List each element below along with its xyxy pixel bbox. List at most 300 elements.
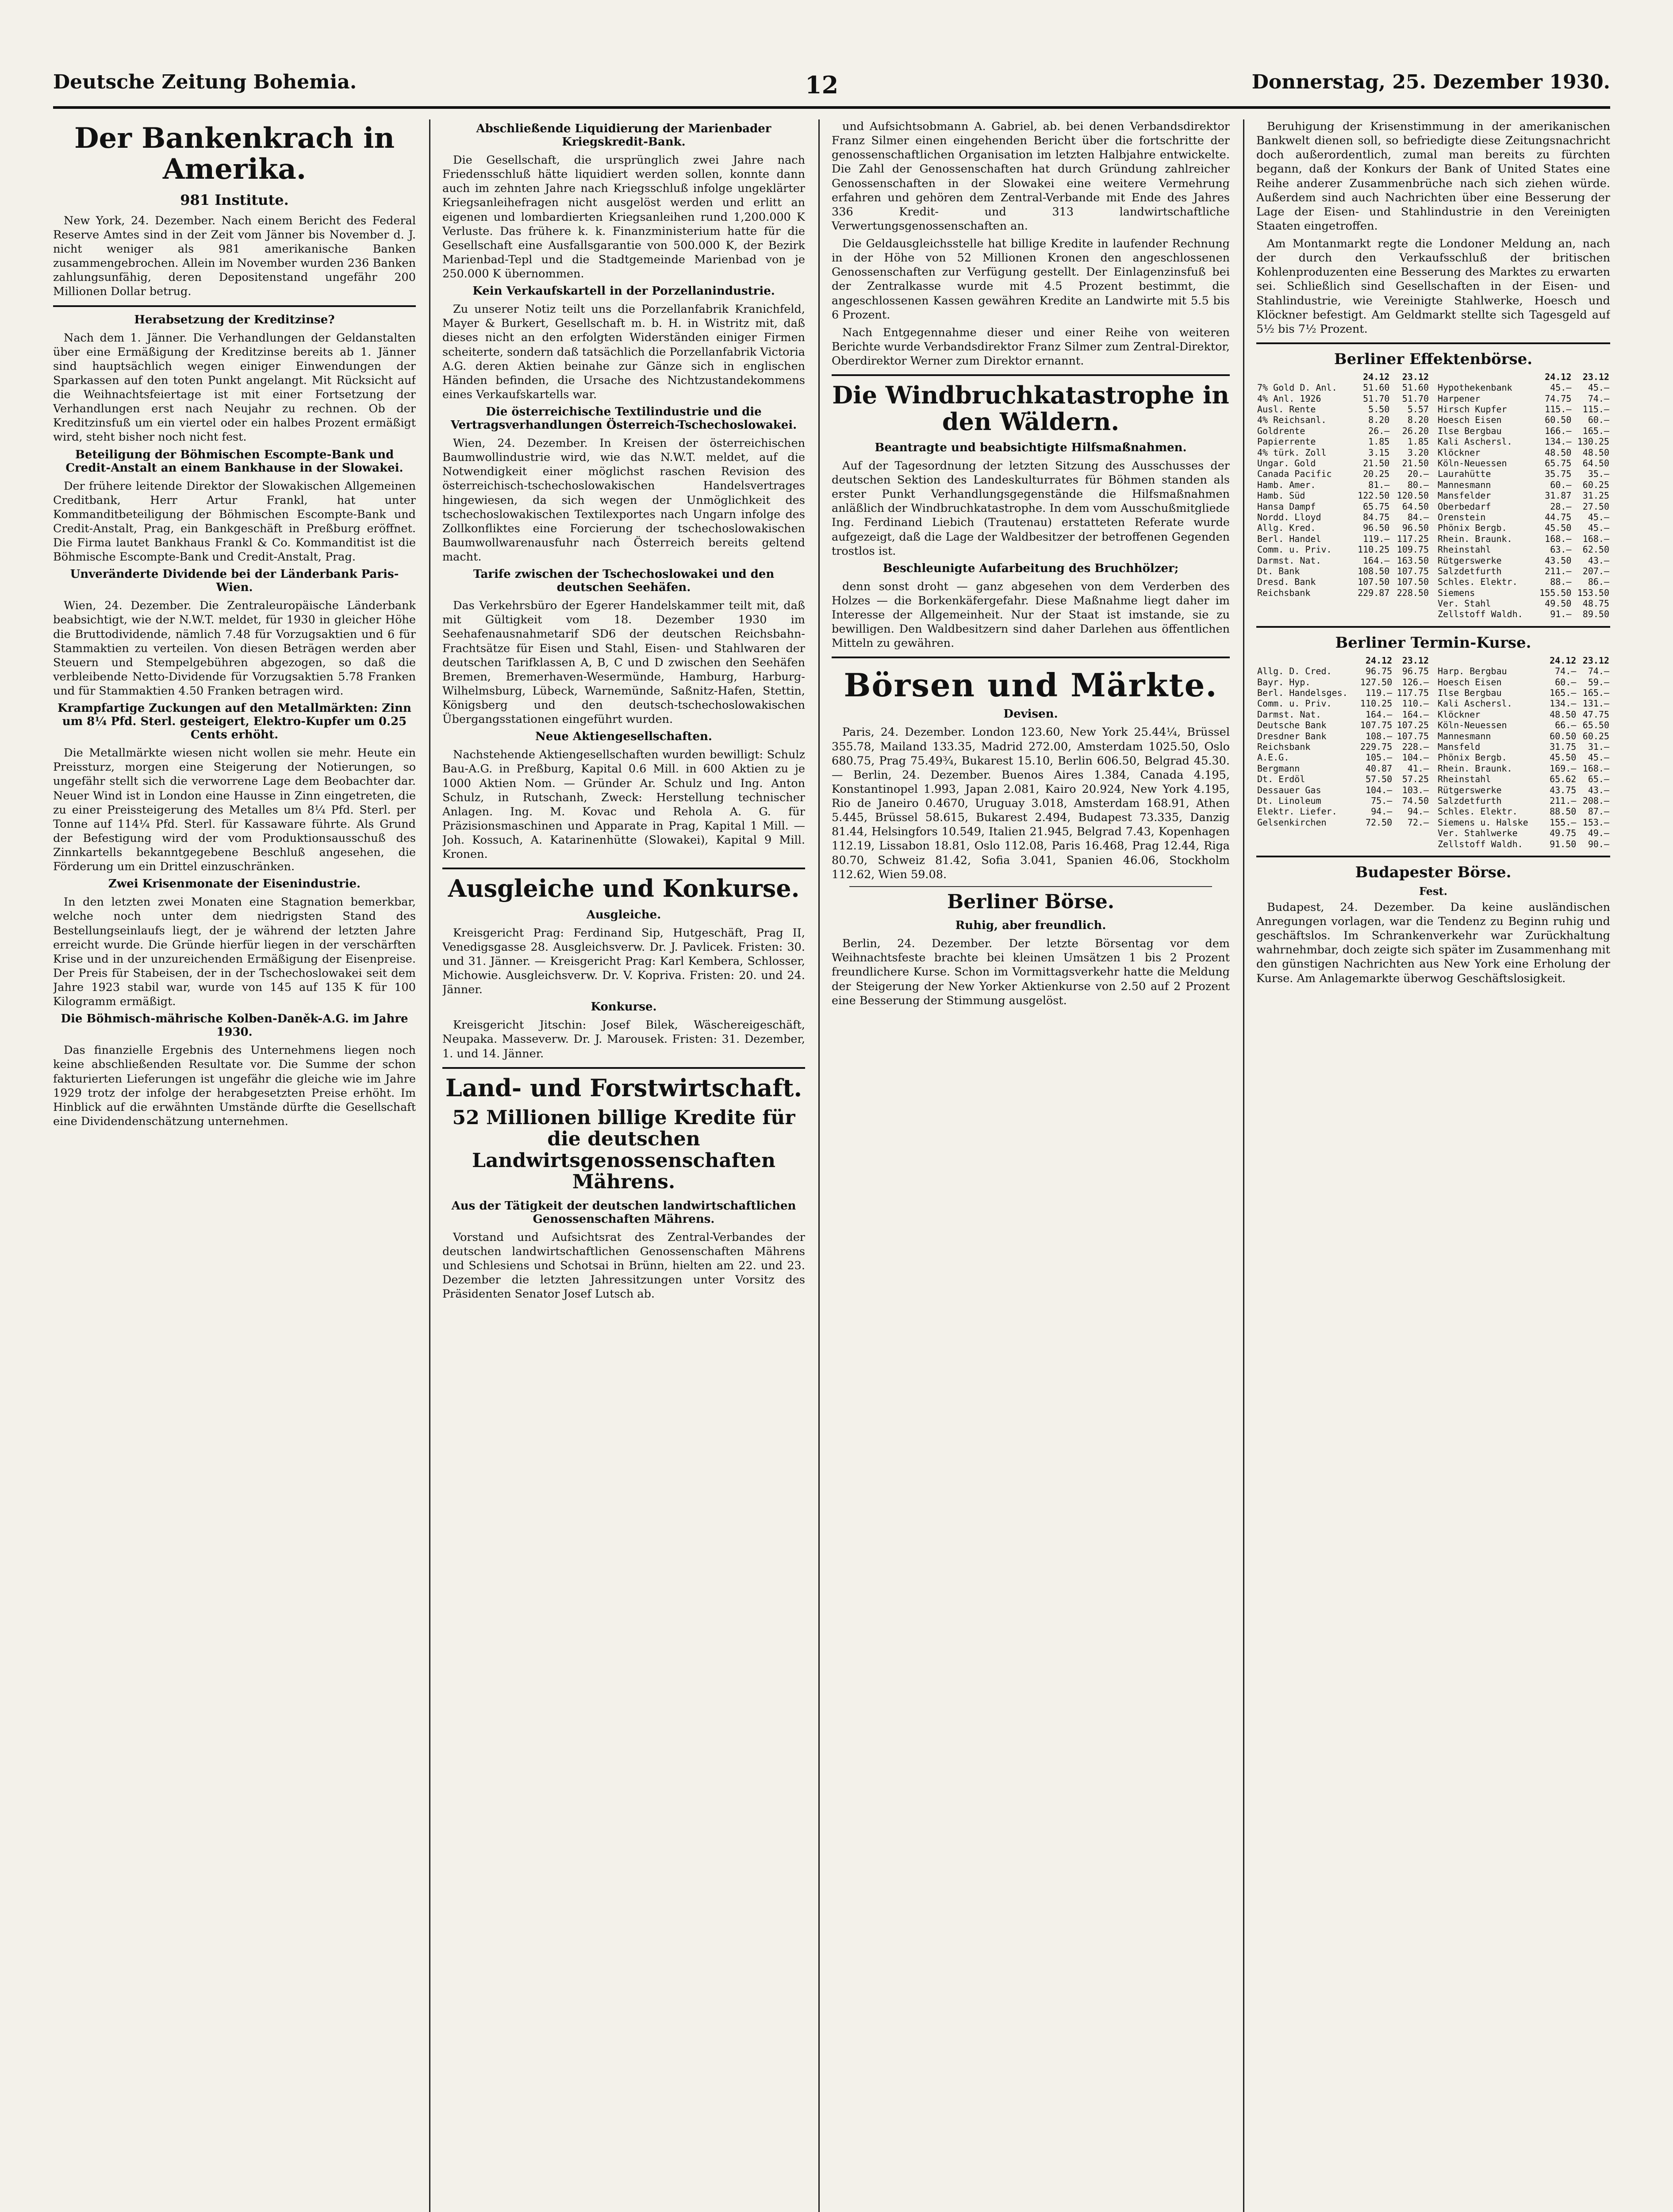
newspaper-page bbox=[53, 66, 1610, 2212]
table-row bbox=[1437, 576, 1610, 587]
subsection-title: Devisen. bbox=[1003, 707, 1058, 721]
article-paragraph: Auf der Tagesordnung der letzten Sitzung des Ausschusses der deutschen Sektion des Landeskulturrates für Böhmen standen als erster Punkt Verhandlungsgegenstände die Hilfsmaßnahmen anläßlich der Windbruchkatastrophe. In dem vom Ausschußmitgliede Ing. Ferdinand Liebich (Trautenau) erstatteten Referate wurde aufgezeigt, daß die Lage der Waldbesitzer der betroffenen Gegenden trostlos ist. bbox=[832, 459, 1230, 558]
quote-value: 43.— bbox=[1588, 784, 1609, 795]
quote-value: 117.25 bbox=[1397, 533, 1429, 544]
table-header-row bbox=[1437, 655, 1610, 666]
table-row bbox=[1256, 522, 1430, 533]
quote-value: 27.50 bbox=[1582, 501, 1609, 512]
quote-value: 35.— bbox=[1588, 469, 1609, 480]
article-paragraph: Wien, 24. Dezember. Die Zentraleuropäische Länderbank beabsichtigt, wie der N.W.T. meldet, für 1930 in gleicher Höhe die Bruttodividende, nämlich 7.48 für Vorzugsaktien und 6 für Stammaktien zu verteilen. Von diesen Beträgen werden aber Steuern und Stempelgebühren abgezogen, so daß die verbleibende Netto-Dividende für Vorzugsaktien 5.78 Franken und für Stammaktien 4.50 Franken betragen wird. bbox=[53, 599, 416, 698]
quote-value: 94.— bbox=[1407, 806, 1429, 817]
security-name: Laurahütte bbox=[1438, 469, 1491, 480]
quote-value: 126.— bbox=[1402, 676, 1429, 687]
security-name: Rheinstahl bbox=[1438, 774, 1491, 785]
table-row bbox=[1437, 817, 1610, 828]
quote-value: 84.— bbox=[1407, 511, 1429, 522]
quote-value: 3.20 bbox=[1407, 447, 1429, 458]
security-name: Comm. u. Priv. bbox=[1257, 698, 1332, 709]
quote-value: 45.— bbox=[1588, 752, 1609, 763]
quote-value: 45.— bbox=[1588, 382, 1609, 393]
article-paragraph: Zu unserer Notiz teilt uns die Porzellanfabrik Kranichfeld, Mayer & Burkert, Gesellschaft m. b. H. in Wistritz mit, daß dieses nicht an den erfolgten Widerständen einiger Firmen scheiterte, sondern daß tatsächlich die Porzellanfabrik Victoria A.G. deren Aktien beinahe zur Gänze sich in englischen Händen befinden, die Ursache des Nichtzustandekommens eines Verkaufskartells war. bbox=[442, 303, 805, 401]
quote-value: 107.75 bbox=[1360, 720, 1393, 731]
quote-value: 109.75 bbox=[1397, 544, 1429, 555]
section-title: Abschließende Liquidierung der Marienbader Kriegskredit-Bank. bbox=[476, 122, 771, 149]
quote-value: 51.60 bbox=[1363, 382, 1390, 393]
section-divider bbox=[1256, 626, 1610, 628]
quote-value: 45.50 bbox=[1545, 522, 1572, 534]
table-header-row bbox=[1437, 372, 1610, 382]
table-row bbox=[1256, 763, 1430, 774]
quote-value: 110.25 bbox=[1360, 698, 1393, 709]
quote-value: 66.— bbox=[1555, 720, 1577, 731]
quote-value: 60.50 bbox=[1545, 415, 1572, 426]
security-name: Kali Aschersl. bbox=[1438, 436, 1512, 447]
security-name: Rütgerswerke bbox=[1438, 784, 1502, 795]
quote-value: 63.— bbox=[1550, 544, 1572, 555]
article-paragraph: Wien, 24. Dezember. In Kreisen der österreichischen Baumwollindustrie wird, wie das N.W.T. meldet, auf die Notwendigkeit einer möglichst raschen Revision des österreichisch-tschechoslowakischen Handelsvertrages hingewiesen, da sich wegen der Unmöglichkeit des tschechoslowakischen Textilexportes nach Ungarn infolge des Zollkonfliktes eine Forcierung der tschechoslowakischen Baumwollwarenausfuhr nach Österreich bereits geltend macht. bbox=[442, 437, 805, 564]
quote-value: 40.87 bbox=[1366, 763, 1393, 774]
quote-value: 60.25 bbox=[1582, 730, 1609, 741]
quote-tables bbox=[1256, 372, 1610, 620]
quote-value: 134.— bbox=[1545, 436, 1572, 447]
header-cell bbox=[1437, 372, 1535, 382]
table-row bbox=[1256, 393, 1430, 404]
security-name: Hamb. Süd bbox=[1257, 490, 1305, 501]
section-divider bbox=[1256, 856, 1610, 857]
security-name: Salzdetfurth bbox=[1438, 565, 1502, 576]
quote-value: 48.50 bbox=[1582, 447, 1609, 458]
table-row bbox=[1256, 512, 1430, 522]
quote-value: 104.— bbox=[1402, 752, 1429, 763]
quote-value: 57.50 bbox=[1366, 774, 1393, 785]
header-cell: 24.12 bbox=[1550, 655, 1577, 666]
header-cell: 24.12 bbox=[1366, 655, 1393, 666]
table-row bbox=[1437, 731, 1610, 741]
article-paragraph: Das Verkehrsbüro der Egerer Handelskammer teilt mit, daß mit Gültigkeit vom 18. Dezember 1930 im Seehafenausnahmetarif SD6 der deutschen Reichsbahn-Frachtsätze für Eisen und Stahl, Eisen- und Stahlwaren der deutschen Tarifklassen A, B, C und D zwischen den Seehäfen Bremen, Bremerhaven-Wesermünde, Hamburg, Harburg-Wilhelmsburg, Lübeck, Warnemünde, Saßnitz-Hafen, Stettin, Königsberg und den deutsch-tschechoslowakischen Übergangsstationen eingeführt wurden. bbox=[442, 599, 805, 726]
quote-value: 1.85 bbox=[1368, 436, 1390, 447]
quote-value: 60.25 bbox=[1582, 479, 1609, 490]
table-row bbox=[1256, 501, 1430, 512]
quote-value: 51.70 bbox=[1363, 393, 1390, 404]
article-paragraph: Das finanzielle Ergebnis des Unternehmens liegen noch keine abschließenden Resultate vor. Die Summe der schon fakturierten Lieferungen ist ungefähr die gleiche wie im Jahre 1929 trotz der infolge der herabgesetzten Preise erhöht. Im Hinblick auf die erwähnten Umstände dürfte die Gesellschaft eine Dividendenschätzung unternehmen. bbox=[53, 1044, 416, 1128]
quote-value: 65.75 bbox=[1363, 501, 1390, 512]
table-row bbox=[1437, 566, 1610, 576]
article-paragraph: Paris, 24. Dezember. London 123.60, New York 25.44¼, Brüssel 355.78, Mailand 133.35, Madrid 272.00, Amsterdam 1025.50, Oslo 680.75, Prag 75.49¾, Bukarest 15.10, Berlin 606.50, Belgrad 45.30. — Berlin, 24. Dezember. Buenos Aires 1.384, Canada 4.195, Konstantinopel 1.993, Japan 2.081, Kairo 20.924, New York 4.195, Rio de Janeiro 0.4670, Uruguay 3.018, Amsterdam 168.91, Athen 5.445, Brüssel 58.615, Bukarest 2.494, Budapest 73.335, Danzig 81.44, Helsingfors 10.549, Italien 21.945, Belgrad 7.43, Kopenhagen 112.19, Lissabon 18.81, Oslo 112.08, Paris 16.468, Prag 12.44, Riga 80.70, Schweiz 81.42, Sofia 3.041, Spanien 46.06, Stockholm 112.62, Wien 59.08. bbox=[832, 726, 1230, 881]
quote-value: 65.— bbox=[1588, 774, 1609, 785]
table-title-effektenboerse: Berliner Effektenbörse. bbox=[1334, 350, 1533, 368]
table-row bbox=[1256, 687, 1430, 698]
quote-value: 74.— bbox=[1588, 393, 1609, 404]
security-name: Rütgerswerke bbox=[1438, 555, 1502, 566]
quote-value: 31.75 bbox=[1550, 741, 1577, 752]
table-row bbox=[1437, 698, 1610, 709]
headline-boersen-maerkte: Börsen und Märkte. bbox=[844, 666, 1218, 704]
quote-value: 74.50 bbox=[1402, 795, 1429, 806]
table-row bbox=[1256, 415, 1430, 425]
security-name: Dessauer Gas bbox=[1257, 784, 1321, 795]
article-paragraph: Nach dem 1. Jänner. Die Verhandlungen der Geldanstalten über eine Ermäßigung der Kreditzinse bereits ab 1. Jänner sind hauptsächlich wegen einiger Einwendungen der Sparkassen auf den toten Punkt angelangt. Mit Rücksicht auf die Weihnachtsfeiertage ist mit einer Fortsetzung der Verhandlungen erst nach Neujahr zu rechnen. Ob der Kreditzinsfuß um ein viertel oder ein halbes Prozent ermäßigt wird, steht bisher noch nicht fest. bbox=[53, 331, 416, 444]
quote-table-left bbox=[1256, 372, 1430, 598]
column-1 bbox=[53, 119, 416, 2212]
quote-value: 51.60 bbox=[1402, 382, 1429, 393]
quote-value: 49.— bbox=[1588, 828, 1609, 839]
security-name: Mansfelder bbox=[1438, 490, 1491, 501]
quote-value: 44.75 bbox=[1545, 511, 1572, 522]
security-name: Mansfeld bbox=[1438, 741, 1481, 752]
headline-bankenkrach: Der Bankenkrach in Amerika. bbox=[74, 122, 395, 186]
table-row bbox=[1437, 426, 1610, 436]
table-row bbox=[1256, 436, 1430, 447]
article-paragraph: Beruhigung der Krisenstimmung in der amerikanischen Bankwelt dienen soll, so befriedigte diese Zeitungsnachricht doch außerordentlich, zumal man bereits zu fürchten begann, daß der Konkurs der Bank of United States eine Reihe anderer Zusammenbrüche nach sich ziehen würde. Außerdem sind auch Nachrichten über eine Besserung der Lage der Eisen- und Stahlindustrie in den Vereinigten Staaten eingetroffen. bbox=[1256, 120, 1610, 233]
column-4 bbox=[1256, 119, 1610, 2212]
security-name: A.E.G. bbox=[1257, 752, 1289, 763]
quote-value: 60.— bbox=[1550, 479, 1572, 490]
quote-value: 107.50 bbox=[1358, 576, 1390, 588]
article-paragraph: Der frühere leitende Direktor der Slowakischen Allgemeinen Creditbank, Herr Artur Frankl, hat unter Kommanditbeteiligung der Böhmischen Escompte-Bank und Credit-Anstalt, Prag, ein Bankgeschäft in Preßburg eröffnet. Die Firma lautet Bankhaus Frankl & Co. Kommanditist ist die Böhmische Escompte-Bank und Credit-Anstalt, Prag. bbox=[53, 479, 416, 564]
article-paragraph: Berlin, 24. Dezember. Der letzte Börsentag vor dem Weihnachtsfeste brachte bei kleinen Umsätzen 1 bis 2 Prozent freundlichere Kurse. Schon im Vormittagsverkehr hatte die Meldung der Steigerung der New Yorker Aktienkurse von 2.50 auf 2 Prozent eine Besserung der Stimmung ausgelöst. bbox=[832, 937, 1230, 1007]
section-title: Tarife zwischen der Tschechoslowakei und den deutschen Seehäfen. bbox=[473, 568, 775, 595]
security-name: Reichsbank bbox=[1257, 587, 1311, 598]
subsection-title: Konkurse. bbox=[591, 1000, 657, 1014]
headline-kredite: 52 Millionen billige Kredite für die deutschen Landwirtsgenossenschaften Mährens. bbox=[452, 1106, 795, 1194]
quote-value: 115.— bbox=[1582, 404, 1609, 415]
security-name: Ver. Stahlwerke bbox=[1438, 828, 1518, 839]
table-row bbox=[1437, 677, 1610, 687]
table-row bbox=[1256, 806, 1430, 817]
quote-value: 48.50 bbox=[1545, 447, 1572, 458]
section-divider bbox=[832, 657, 1230, 658]
table-row bbox=[1437, 522, 1610, 533]
section-title: Die österreichische Textilindustrie und die Vertragsverhandlungen Österreich-Tschechoslowakei. bbox=[450, 405, 797, 432]
security-name: Rheinstahl bbox=[1438, 544, 1491, 555]
security-name: Dt. Linoleum bbox=[1257, 795, 1321, 806]
quote-value: 91.50 bbox=[1550, 838, 1577, 849]
quote-value: 31.25 bbox=[1582, 490, 1609, 501]
quote-table-left bbox=[1256, 655, 1430, 828]
table-row bbox=[1437, 720, 1610, 730]
table-row bbox=[1256, 698, 1430, 709]
column-3 bbox=[832, 119, 1230, 2212]
table-row bbox=[1437, 436, 1610, 447]
quote-value: 80.— bbox=[1407, 479, 1429, 490]
quote-value: 168.— bbox=[1582, 533, 1609, 544]
security-name: Deutsche Bank bbox=[1257, 720, 1327, 731]
quote-value: 5.57 bbox=[1407, 404, 1429, 415]
quote-value: 120.50 bbox=[1397, 490, 1429, 501]
security-name: Ungar. Gold bbox=[1257, 458, 1316, 469]
section-divider bbox=[832, 374, 1230, 376]
quote-value: 107.75 bbox=[1397, 565, 1429, 576]
table-row bbox=[1256, 795, 1430, 806]
header-cell bbox=[1256, 655, 1356, 666]
security-name: Reichsbank bbox=[1257, 741, 1311, 752]
section-title: Krampfartige Zuckungen auf den Metallmärkten: Zinn um 8¼ Pfd. Sterl. gesteigert, Elektro-Kupfer um 0.25 Cents erhöht. bbox=[58, 702, 411, 742]
security-name: Siemens bbox=[1438, 587, 1475, 598]
article-paragraph: Budapest, 24. Dezember. Da keine ausländischen Anregungen vorlagen, war die Tendenz zu Beginn ruhig und geschäftslos. Im Schrankenverkehr war Zurückhaltung wahrnehmbar, doch zeigte sich später im Zusammenhang mit den günstigen Nachrichten aus New York eine Erholung der Kurse. Am Anlagemarkte überwog Geschäftslosigkeit. bbox=[1256, 900, 1610, 985]
table-row bbox=[1437, 458, 1610, 469]
table-row bbox=[1437, 415, 1610, 425]
table-row bbox=[1256, 447, 1430, 458]
security-name: Dresd. Bank bbox=[1257, 576, 1316, 588]
table-row bbox=[1437, 687, 1610, 698]
table-row bbox=[1256, 576, 1430, 587]
quote-value: 74.— bbox=[1555, 666, 1577, 677]
quote-value: 86.— bbox=[1588, 576, 1609, 588]
table-row bbox=[1437, 447, 1610, 458]
quote-value: 20.— bbox=[1407, 469, 1429, 480]
quote-value: 96.50 bbox=[1402, 522, 1429, 534]
quote-value: 45.— bbox=[1550, 382, 1572, 393]
column-rule bbox=[1243, 119, 1244, 2212]
quote-value: 134.— bbox=[1550, 698, 1577, 709]
quote-value: 228.50 bbox=[1397, 587, 1429, 598]
security-name: Darmst. Nat. bbox=[1257, 555, 1321, 566]
security-name: Hamb. Amer. bbox=[1257, 479, 1316, 490]
table-row bbox=[1437, 785, 1610, 795]
quote-value: 117.75 bbox=[1397, 687, 1429, 699]
quote-table-right bbox=[1437, 372, 1610, 620]
table-row bbox=[1256, 480, 1430, 490]
quote-value: 72.— bbox=[1407, 817, 1429, 828]
quote-value: 43.75 bbox=[1550, 784, 1577, 795]
quote-value: 65.50 bbox=[1582, 720, 1609, 731]
table-row bbox=[1437, 382, 1610, 393]
paper-name: Deutsche Zeitung Bohemia. bbox=[53, 71, 357, 93]
security-name: Phönix Bergb. bbox=[1438, 522, 1507, 534]
section-title: Die Böhmisch-mährische Kolben-Daněk-A.G. im Jahre 1930. bbox=[61, 1012, 408, 1039]
quote-value: 49.75 bbox=[1550, 828, 1577, 839]
header-cell: 23.12 bbox=[1402, 371, 1429, 382]
quote-value: 89.50 bbox=[1582, 609, 1609, 620]
table-row bbox=[1256, 741, 1430, 752]
table-row bbox=[1437, 709, 1610, 720]
quote-value: 108.50 bbox=[1358, 565, 1390, 576]
security-name: Hirsch Kupfer bbox=[1438, 404, 1507, 415]
article-paragraph: Nachstehende Aktiengesellschaften wurden bewilligt: Schulz Bau-A.G. in Preßburg, Kapital 0.6 Mill. in 600 Aktien zu je 1000 Aktien Nom. — Gründer Ar. Schulz und Ing. Anton Schulz, in Rutschanh, Zweck: Herstellung technischer Anlagen. Ing. M. Kovac und Rehola A. G. für Präzisionsmaschinen und Apparate in Prag, Kapital 1 Mill. — Joh. Kossuch, A. Katarinenhütte (Slowakei), Kapital 9 Mill. Kronen. bbox=[442, 748, 805, 861]
subsection-title: Beschleunigte Aufarbeitung des Bruchhölzer; bbox=[883, 561, 1179, 575]
headline-land-forst: Land- und Forstwirtschaft. bbox=[445, 1073, 802, 1102]
quote-value: 1.85 bbox=[1407, 436, 1429, 447]
table-row bbox=[1256, 404, 1430, 415]
table-row bbox=[1437, 774, 1610, 784]
subsection-title: Fest. bbox=[1419, 884, 1447, 898]
security-name: Nordd. Lloyd bbox=[1257, 511, 1321, 522]
quote-value: 211.— bbox=[1550, 795, 1577, 806]
quote-value: 155.50 bbox=[1539, 587, 1572, 598]
table-row bbox=[1256, 731, 1430, 741]
section-divider bbox=[442, 1067, 805, 1069]
quote-value: 20.25 bbox=[1363, 469, 1390, 480]
column-2 bbox=[442, 119, 805, 2212]
table-row bbox=[1256, 774, 1430, 784]
quote-value: 103.— bbox=[1402, 784, 1429, 795]
article-paragraph: Die Geldausgleichsstelle hat billige Kredite in laufender Rechnung in der Höhe von 52 Millionen Kronen den angeschlossenen Genossenschaften zur Verfügung gestellt. Der Einlagenzinsfuß bei der Zentralkasse wurde mit 4.5 Prozent bestimmt, die angeschlossenen Kassen gewähren Kredite an Landwirte mit 5.5 bis 6 Prozent. bbox=[832, 237, 1230, 322]
quote-value: 5.50 bbox=[1368, 404, 1390, 415]
table-row bbox=[1256, 720, 1430, 730]
quote-value: 153.50 bbox=[1577, 587, 1609, 598]
subsection-title: Beantragte und beabsichtigte Hilfsmaßnahmen. bbox=[875, 441, 1187, 454]
quote-value: 127.50 bbox=[1360, 676, 1393, 687]
table-row bbox=[1437, 555, 1610, 566]
header-cell: 24.12 bbox=[1545, 371, 1572, 382]
headline-berliner-boerse: Berliner Börse. bbox=[947, 890, 1115, 913]
security-name: Klöckner bbox=[1438, 709, 1481, 720]
table-row bbox=[1437, 752, 1610, 763]
column-rule bbox=[818, 119, 820, 2212]
quote-value: 43.— bbox=[1588, 555, 1609, 566]
security-name: Hoesch Eisen bbox=[1438, 415, 1502, 426]
table-row bbox=[1437, 512, 1610, 522]
security-name: Allg. D. Cred. bbox=[1257, 666, 1332, 677]
security-name: 4% Reichsanl. bbox=[1257, 415, 1327, 426]
quote-value: 91.— bbox=[1550, 609, 1572, 620]
section-divider bbox=[849, 886, 1212, 887]
table-row bbox=[1437, 588, 1610, 598]
quote-value: 26.— bbox=[1368, 425, 1390, 436]
table-header-row bbox=[1256, 372, 1430, 382]
quote-value: 131.— bbox=[1582, 698, 1609, 709]
quote-value: 74.75 bbox=[1545, 393, 1572, 404]
security-name: 4% Anl. 1926 bbox=[1257, 393, 1321, 404]
section-title: Neue Aktiengesellschaften. bbox=[535, 730, 712, 744]
table-row bbox=[1437, 598, 1610, 609]
header-cell bbox=[1437, 655, 1544, 666]
quote-value: 84.75 bbox=[1363, 511, 1390, 522]
quote-value: 107.75 bbox=[1397, 730, 1429, 741]
quote-value: 229.75 bbox=[1360, 741, 1393, 752]
security-name: Dt. Erdöl bbox=[1257, 774, 1305, 785]
quote-value: 74.— bbox=[1588, 666, 1609, 677]
quote-value: 21.50 bbox=[1363, 458, 1390, 469]
quote-table-right bbox=[1437, 655, 1610, 849]
quote-value: 35.75 bbox=[1545, 469, 1572, 480]
quote-value: 64.50 bbox=[1582, 458, 1609, 469]
table-row bbox=[1256, 469, 1430, 479]
table-row bbox=[1256, 382, 1430, 393]
quote-value: 87.— bbox=[1588, 806, 1609, 817]
table-row bbox=[1437, 795, 1610, 806]
security-name: Berl. Handel bbox=[1257, 533, 1321, 544]
quote-value: 153.— bbox=[1582, 817, 1609, 828]
security-name: Köln-Neuessen bbox=[1438, 720, 1507, 731]
table-header-row bbox=[1256, 655, 1430, 666]
article-paragraph: Am Montanmarkt regte die Londoner Meldung an, nach der durch den Verkaufsschluß der britischen Kohlenproduzenten eine Besserung des Marktes zu erwarten sei. Schließlich sind Gesellschaften in der Eisen- und Stahlindustrie, wie Vereinigte Stahlwerke, Hoesch und Klöckner befestigt. Am Geldmarkt stellte sich Tagesgeld auf 5½ bis 7½ Prozent. bbox=[1256, 237, 1610, 336]
section-title: Beteiligung der Böhmischen Escompte-Bank und Credit-Anstalt an einem Bankhause in der Slowakei. bbox=[65, 448, 403, 475]
security-name: 7% Gold D. Anl. bbox=[1257, 382, 1337, 393]
security-name: Bayr. Hyp. bbox=[1257, 676, 1311, 687]
quote-value: 49.50 bbox=[1545, 598, 1572, 609]
security-name: Mannesmann bbox=[1438, 730, 1491, 741]
quote-value: 31.— bbox=[1588, 741, 1609, 752]
security-name: Orenstein bbox=[1438, 511, 1486, 522]
article-paragraph: New York, 24. Dezember. Nach einem Bericht des Federal Reserve Amtes sind in der Zeit vom Jänner bis November d. J. nicht weniger als 981 amerikanische Banken zusammengebrochen. Allein im November wurden 236 Banken zahlungsunfähig, deren Depositenstand ungefähr 200 Millionen Dollar betrug. bbox=[53, 214, 416, 299]
security-name: Hypothekenbank bbox=[1438, 382, 1512, 393]
quote-value: 65.62 bbox=[1550, 774, 1577, 785]
security-name: Rhein. Braunk. bbox=[1438, 763, 1512, 774]
header-cell: 23.12 bbox=[1582, 371, 1609, 382]
table-row bbox=[1256, 566, 1430, 576]
quote-value: 168.— bbox=[1582, 763, 1609, 774]
quote-value: 119.— bbox=[1366, 687, 1393, 699]
quote-value: 115.— bbox=[1545, 404, 1572, 415]
table-row bbox=[1256, 544, 1430, 555]
section-title: Herabsetzung der Kreditzinse? bbox=[134, 313, 335, 326]
article-paragraph: Die Gesellschaft, die ursprünglich zwei Jahre nach Friedensschluß hätte liquidiert werden sollen, konnte dann auch im zehnten Jahre nach Kriegsschluß infolge ungeklärter Kriegsanleihefragen nicht ausgelöst werden und erlitt an eigenen und lombardierten Kriegsanleihen rund 1,200.000 K Verluste. Das frühere k. k. Finanzministerium hatte für die Gesellschaft eine Ausfallsgarantie von 500.000 K, der Bezirk Marienbad-Tepl und die Stadtgemeinde Marienbad von je 250.000 K übernommen. bbox=[442, 154, 805, 280]
quote-value: 88.— bbox=[1550, 576, 1572, 588]
quote-value: 81.— bbox=[1368, 479, 1390, 490]
security-name: Dresdner Bank bbox=[1257, 730, 1327, 741]
security-name: Gelsenkirchen bbox=[1257, 817, 1327, 828]
table-row bbox=[1437, 763, 1610, 774]
security-name: Ilse Bergbau bbox=[1438, 425, 1502, 436]
quote-value: 60.— bbox=[1555, 676, 1577, 687]
quote-value: 96.50 bbox=[1363, 522, 1390, 534]
security-name: Darmst. Nat. bbox=[1257, 709, 1321, 720]
quote-value: 108.— bbox=[1366, 730, 1393, 741]
quote-value: 26.20 bbox=[1402, 425, 1429, 436]
quote-value: 229.87 bbox=[1358, 587, 1390, 598]
headline-windbruch: Die Windbruchkatastrophe in den Wäldern. bbox=[832, 381, 1229, 436]
quote-value: 165.— bbox=[1550, 687, 1577, 699]
quote-value: 88.50 bbox=[1550, 806, 1577, 817]
quote-value: 62.50 bbox=[1582, 544, 1609, 555]
quote-value: 165.— bbox=[1582, 425, 1609, 436]
table-row bbox=[1256, 426, 1430, 436]
table-row bbox=[1437, 609, 1610, 619]
quote-value: 107.50 bbox=[1397, 576, 1429, 588]
section-title: Unveränderte Dividende bei der Länderbank Paris-Wien. bbox=[70, 568, 399, 595]
column-rule bbox=[429, 119, 430, 2212]
security-name: Zellstoff Waldh. bbox=[1438, 838, 1523, 849]
quote-value: 51.70 bbox=[1402, 393, 1429, 404]
quote-value: 110.— bbox=[1402, 698, 1429, 709]
quote-value: 64.50 bbox=[1402, 501, 1429, 512]
section-title: Zwei Krisenmonate der Eisenindustrie. bbox=[108, 877, 361, 891]
quote-value: 104.— bbox=[1366, 784, 1393, 795]
security-name: Köln-Neuessen bbox=[1438, 458, 1507, 469]
quote-value: 164.— bbox=[1363, 555, 1390, 566]
subhead-institute: 981 Institute. bbox=[180, 191, 289, 208]
quote-value: 31.87 bbox=[1545, 490, 1572, 501]
quote-value: 166.— bbox=[1545, 425, 1572, 436]
quote-value: 110.25 bbox=[1358, 544, 1390, 555]
security-name: Salzdetfurth bbox=[1438, 795, 1502, 806]
table-row bbox=[1437, 806, 1610, 817]
article-paragraph: Nach Entgegennahme dieser und einer Reihe von weiteren Berichte wurde Verbandsdirektor Franz Silmer zum Zentral-Direktor, Oberdirektor Werner zum Direktor ernannt. bbox=[832, 326, 1230, 368]
quote-value: 130.25 bbox=[1577, 436, 1609, 447]
quote-value: 164.— bbox=[1402, 709, 1429, 720]
quote-value: 45.50 bbox=[1550, 752, 1577, 763]
table-row bbox=[1437, 544, 1610, 555]
quote-value: 8.20 bbox=[1407, 415, 1429, 426]
quote-value: 122.50 bbox=[1358, 490, 1390, 501]
subsection-title: Ausgleiche. bbox=[586, 908, 661, 922]
quote-value: 8.20 bbox=[1368, 415, 1390, 426]
table-row bbox=[1437, 828, 1610, 838]
security-name: Phönix Bergb. bbox=[1438, 752, 1507, 763]
quote-value: 60.— bbox=[1588, 415, 1609, 426]
quote-value: 94.— bbox=[1371, 806, 1393, 817]
header-cell: 24.12 bbox=[1363, 371, 1390, 382]
quote-value: 48.50 bbox=[1550, 709, 1577, 720]
quote-value: 208.— bbox=[1582, 795, 1609, 806]
table-title-budapest: Budapester Börse. bbox=[1355, 863, 1512, 881]
quote-value: 57.25 bbox=[1402, 774, 1429, 785]
quote-value: 75.— bbox=[1371, 795, 1393, 806]
subsection-title: Aus der Tätigkeit der deutschen landwirtschaftlichen Genossenschaften Mährens. bbox=[451, 1199, 796, 1226]
security-name: Schles. Elektr. bbox=[1438, 806, 1518, 817]
table-row bbox=[1437, 666, 1610, 676]
